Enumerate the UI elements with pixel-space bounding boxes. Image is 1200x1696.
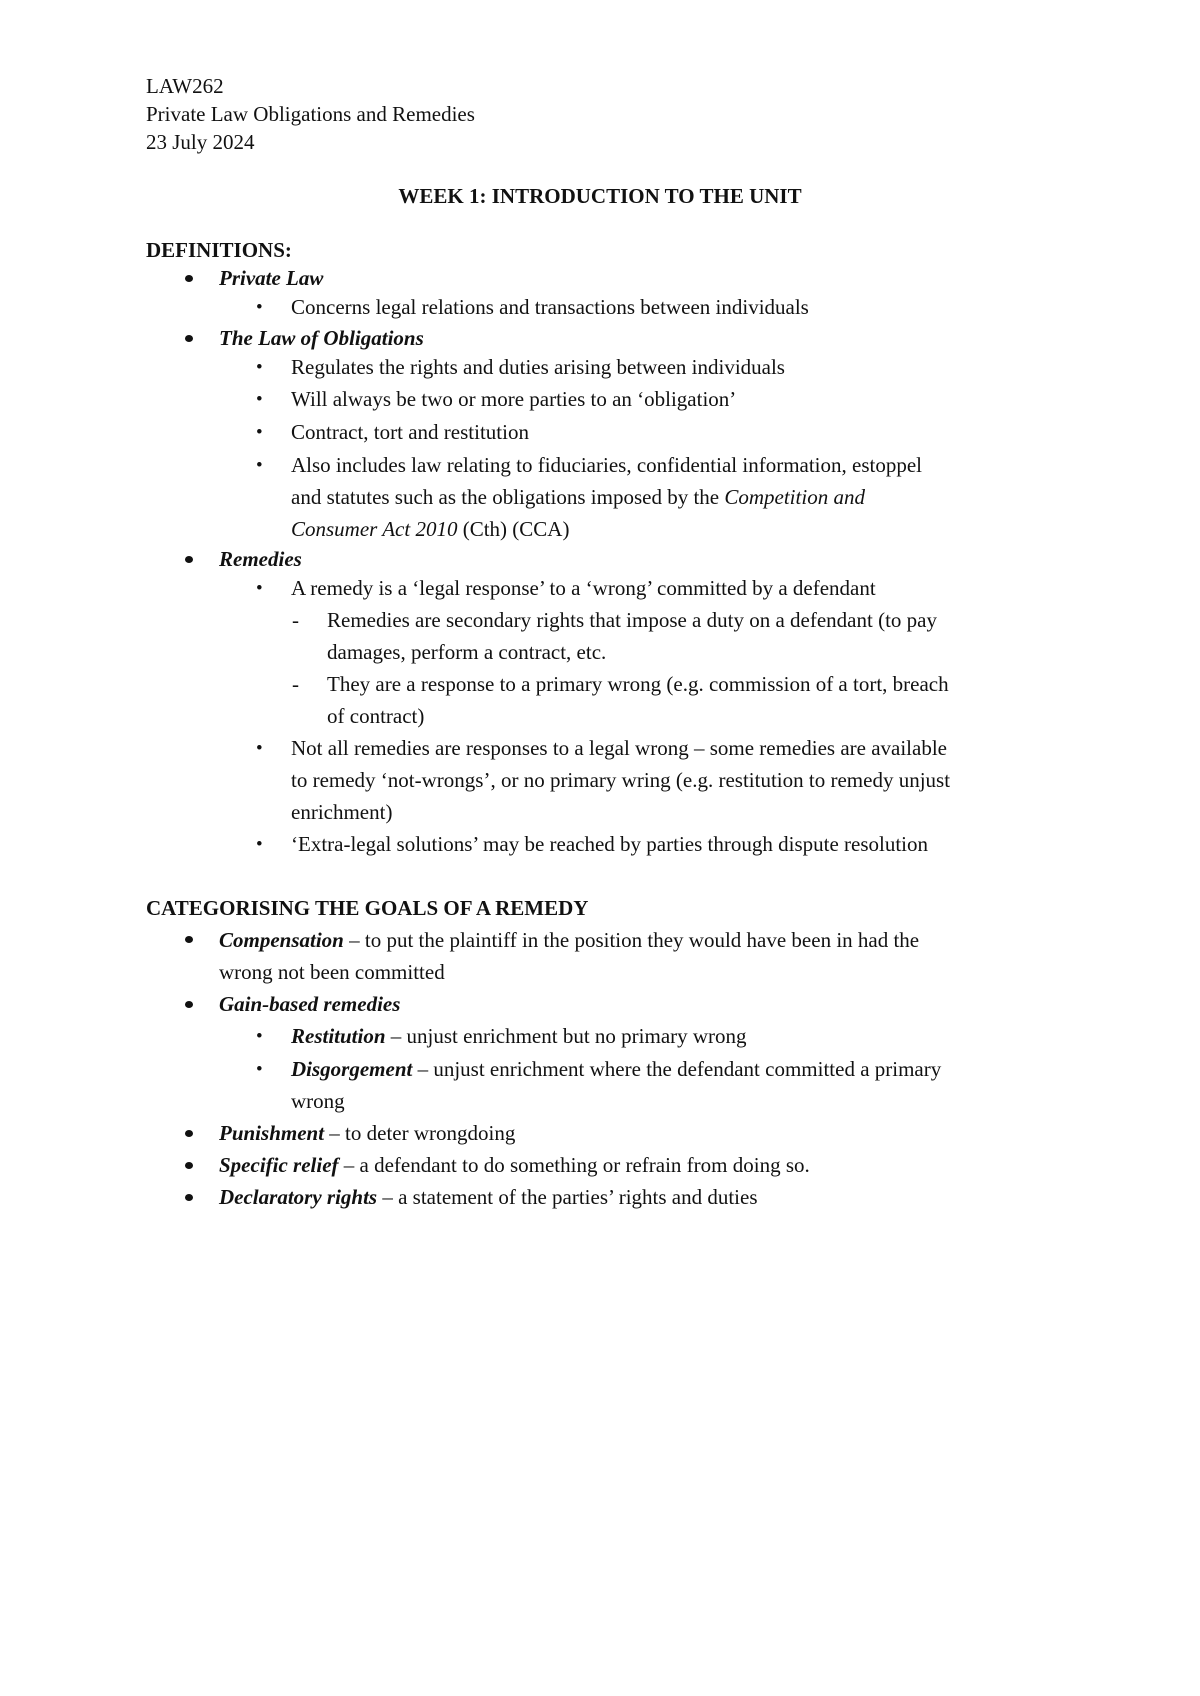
- dash-icon: -: [292, 672, 299, 696]
- list-item-line: to remedy ‘not-wrongs’, or no primary wring (e.g. restitution to remedy unjust: [291, 768, 951, 792]
- list-item-text: (Cth) (CCA): [457, 517, 570, 541]
- goal-term: Disgorgement: [291, 1057, 413, 1081]
- goal-gain-based: Gain-based remedies: [219, 992, 401, 1016]
- goal-text: – to put the plaintiff in the position they would have been in had the: [343, 928, 920, 952]
- bullet-icon: •: [256, 389, 263, 410]
- sub-item-line: damages, perform a contract, etc.: [327, 640, 607, 664]
- bullet-icon: •: [256, 1026, 263, 1047]
- list-item: Regulates the rights and duties arising between individuals: [291, 355, 785, 379]
- goal-text-line: wrong: [291, 1089, 345, 1113]
- bullet-icon: [185, 556, 193, 563]
- bullet-icon: [185, 335, 193, 342]
- course-title: Private Law Obligations and Remedies: [146, 102, 475, 126]
- bullet-icon: •: [256, 357, 263, 378]
- goal-term: Compensation: [219, 928, 344, 952]
- goal-term: Restitution: [291, 1024, 386, 1048]
- goal-disgorgement: [291, 1059, 941, 1080]
- goal-restitution: [291, 1026, 747, 1047]
- goal-term: Specific relief: [219, 1153, 339, 1177]
- list-item-line: [291, 487, 865, 508]
- list-item: Will always be two or more parties to an ‘obligation’: [291, 387, 737, 411]
- list-item-line: [291, 519, 569, 540]
- term-private-law: Private Law: [219, 266, 324, 290]
- goal-text: – unjust enrichment but no primary wrong: [385, 1024, 747, 1048]
- statute-name: Consumer Act 2010: [291, 517, 458, 541]
- goal-punishment: [219, 1123, 515, 1144]
- list-item: ‘Extra-legal solutions’ may be reached by parties through dispute resolution: [291, 832, 929, 856]
- dash-icon: -: [292, 608, 299, 632]
- bullet-icon: [185, 1130, 193, 1137]
- goal-text: – unjust enrichment where the defendant committed a primary: [412, 1057, 942, 1081]
- list-item-line: enrichment): [291, 800, 393, 824]
- definitions-heading: DEFINITIONS:: [146, 238, 292, 262]
- list-item-text: and statutes such as the obligations imposed by the: [291, 485, 725, 509]
- term-law-of-obligations: The Law of Obligations: [219, 326, 424, 350]
- page-title: WEEK 1: INTRODUCTION TO THE UNIT: [398, 184, 802, 208]
- bullet-icon: •: [256, 422, 263, 443]
- document-date: 23 July 2024: [146, 130, 255, 154]
- list-item: A remedy is a ‘legal response’ to a ‘wrong’ committed by a defendant: [291, 576, 876, 600]
- goal-text: – to deter wrongdoing: [324, 1121, 516, 1145]
- goal-text-line: wrong not been committed: [219, 960, 445, 984]
- goal-specific-relief: [219, 1155, 810, 1176]
- course-code: LAW262: [146, 74, 224, 98]
- bullet-icon: •: [256, 297, 263, 318]
- goal-text: – a defendant to do something or refrain from doing so.: [338, 1153, 810, 1177]
- bullet-icon: •: [256, 834, 263, 855]
- goal-text: – a statement of the parties’ rights and duties: [377, 1185, 758, 1209]
- sub-item-line: Remedies are secondary rights that impose a duty on a defendant (to pay: [327, 608, 937, 632]
- goal-declaratory-rights: [219, 1187, 758, 1208]
- list-item: Contract, tort and restitution: [291, 420, 529, 444]
- bullet-icon: •: [256, 455, 263, 476]
- bullet-icon: •: [256, 578, 263, 599]
- term-remedies: Remedies: [219, 547, 302, 571]
- bullet-icon: [185, 1162, 193, 1169]
- bullet-icon: [185, 275, 193, 282]
- statute-name: Competition and: [724, 485, 865, 509]
- sub-item-line: They are a response to a primary wrong (e.g. commission of a tort, breach: [327, 672, 949, 696]
- bullet-icon: [185, 1194, 193, 1201]
- bullet-icon: [185, 936, 193, 943]
- goal-compensation: [219, 930, 919, 951]
- goals-heading: CATEGORISING THE GOALS OF A REMEDY: [146, 896, 589, 920]
- bullet-icon: •: [256, 1059, 263, 1080]
- list-item-line: Also includes law relating to fiduciaries, confidential information, estoppel: [291, 453, 922, 477]
- goal-term: Declaratory rights: [219, 1185, 378, 1209]
- bullet-icon: [185, 1001, 193, 1008]
- list-item-line: Not all remedies are responses to a legal wrong – some remedies are available: [291, 736, 947, 760]
- bullet-icon: •: [256, 738, 263, 759]
- sub-item-line: of contract): [327, 704, 425, 728]
- goal-term: Punishment: [219, 1121, 325, 1145]
- list-item: Concerns legal relations and transactions between individuals: [291, 295, 809, 319]
